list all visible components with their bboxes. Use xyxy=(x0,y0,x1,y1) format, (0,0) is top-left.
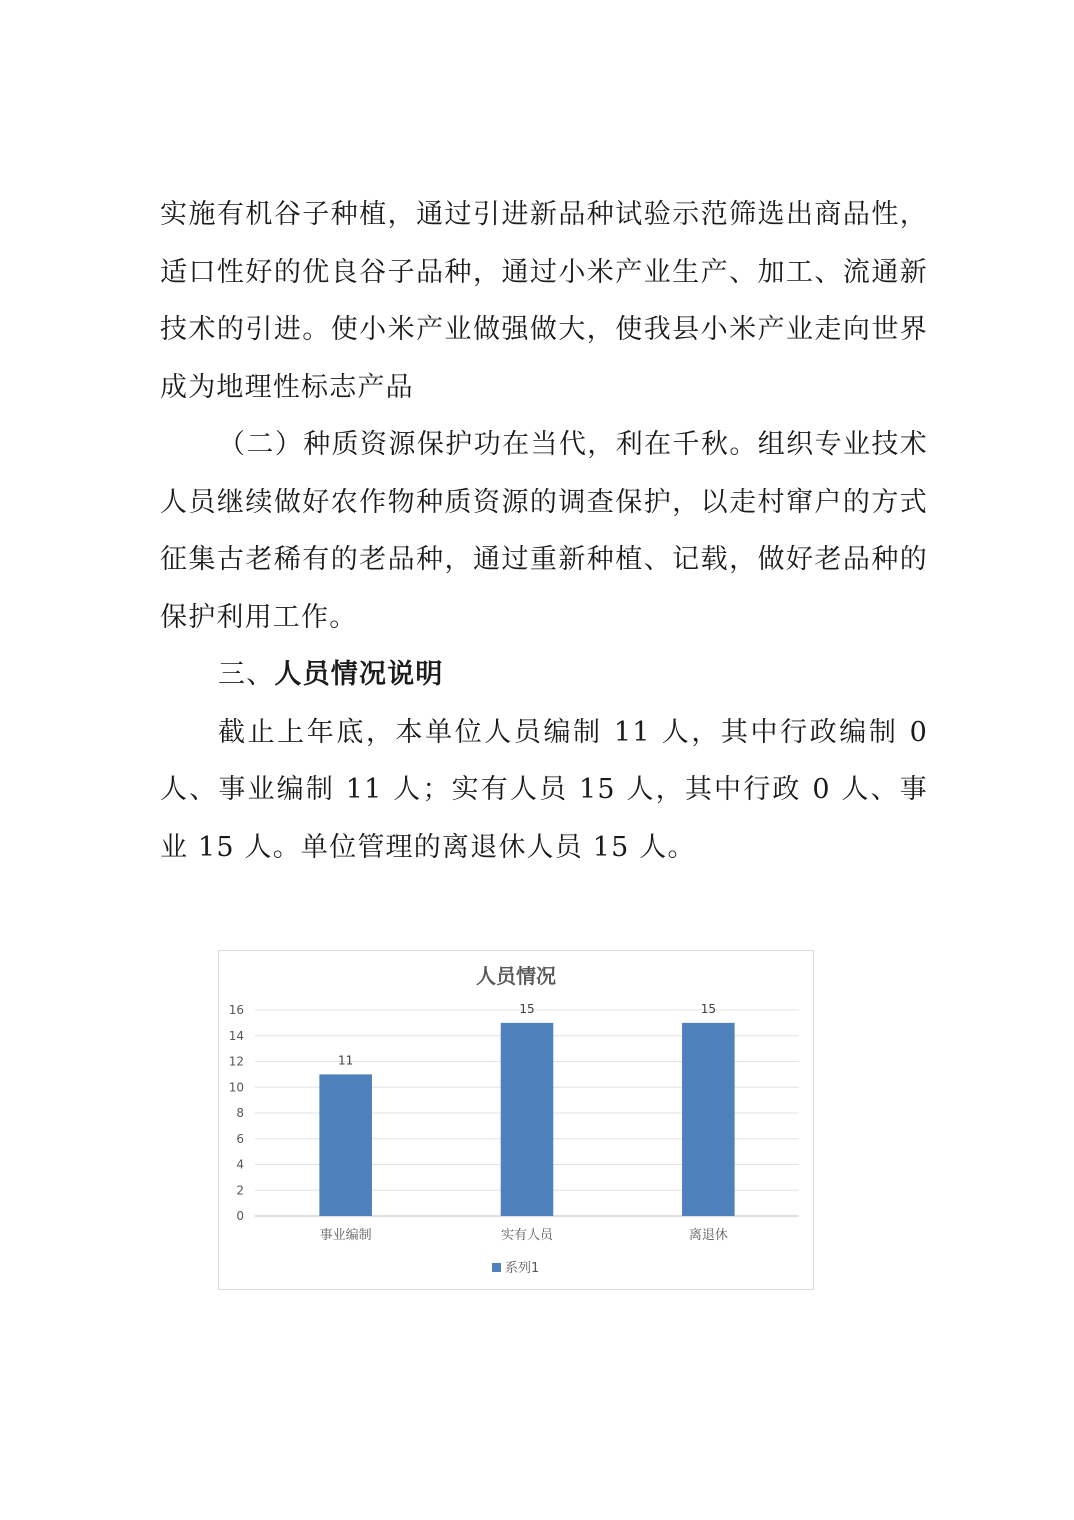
legend-label: 系列1 xyxy=(505,1261,540,1276)
section-number: 三、 xyxy=(218,659,275,690)
y-tick-label: 10 xyxy=(228,1080,244,1095)
bar-value-label: 15 xyxy=(519,1001,535,1016)
x-category-label: 离退休 xyxy=(688,1228,728,1243)
y-tick-label: 0 xyxy=(236,1209,244,1223)
chart-x-axis xyxy=(320,1227,728,1243)
y-tick-label: 8 xyxy=(236,1106,244,1120)
document-body xyxy=(160,186,928,876)
chart-legend xyxy=(492,1260,539,1276)
bar xyxy=(501,1023,554,1216)
y-tick-label: 4 xyxy=(236,1157,244,1172)
paragraph-1: 实施有机谷子种植，通过引进新品种试验示范筛选出商品性，适口性好的优良谷子品种，通过小米产业生产、加工、流通新技术的引进。使小米产业做强做大，使我县小米产业走向世界成为地理性标志产品 xyxy=(160,199,928,403)
x-category-label: 实有人员 xyxy=(500,1228,554,1243)
legend-swatch xyxy=(492,1263,501,1272)
paragraph-3: 截止上年底，本单位人员编制 11 人，其中行政编制 0 人、事业编制 11 人；实有人员 15 人，其中行政 0 人、事业 15 人。单位管理的离退休人员 15 人。 xyxy=(160,716,928,863)
section-heading xyxy=(160,646,928,704)
paragraph-2: （二）种质资源保护功在当代，利在千秋。组织专业技术人员继续做好农作物种质资源的调查保护，以走村窜户的方式征集古老稀有的老品种，通过重新种植、记载，做好老品种的保护利用工作。 xyxy=(160,429,928,633)
chart-title: 人员情况 xyxy=(476,964,556,988)
bar-value-label: 11 xyxy=(338,1053,354,1068)
y-tick-label: 14 xyxy=(228,1028,244,1043)
x-category-label: 事业编制 xyxy=(319,1228,372,1243)
chart-bars xyxy=(319,1002,734,1216)
bar xyxy=(682,1023,735,1216)
section-title: 人员情况说明 xyxy=(274,659,444,690)
y-tick-label: 16 xyxy=(228,1003,244,1017)
staff-chart xyxy=(218,950,814,1290)
bar-value-label: 15 xyxy=(700,1001,716,1016)
y-tick-label: 2 xyxy=(236,1183,244,1198)
y-tick-label: 12 xyxy=(228,1054,244,1069)
chart-y-axis xyxy=(229,1003,244,1223)
chart-canvas xyxy=(219,951,813,1289)
bar xyxy=(319,1074,372,1216)
y-tick-label: 6 xyxy=(236,1131,244,1146)
